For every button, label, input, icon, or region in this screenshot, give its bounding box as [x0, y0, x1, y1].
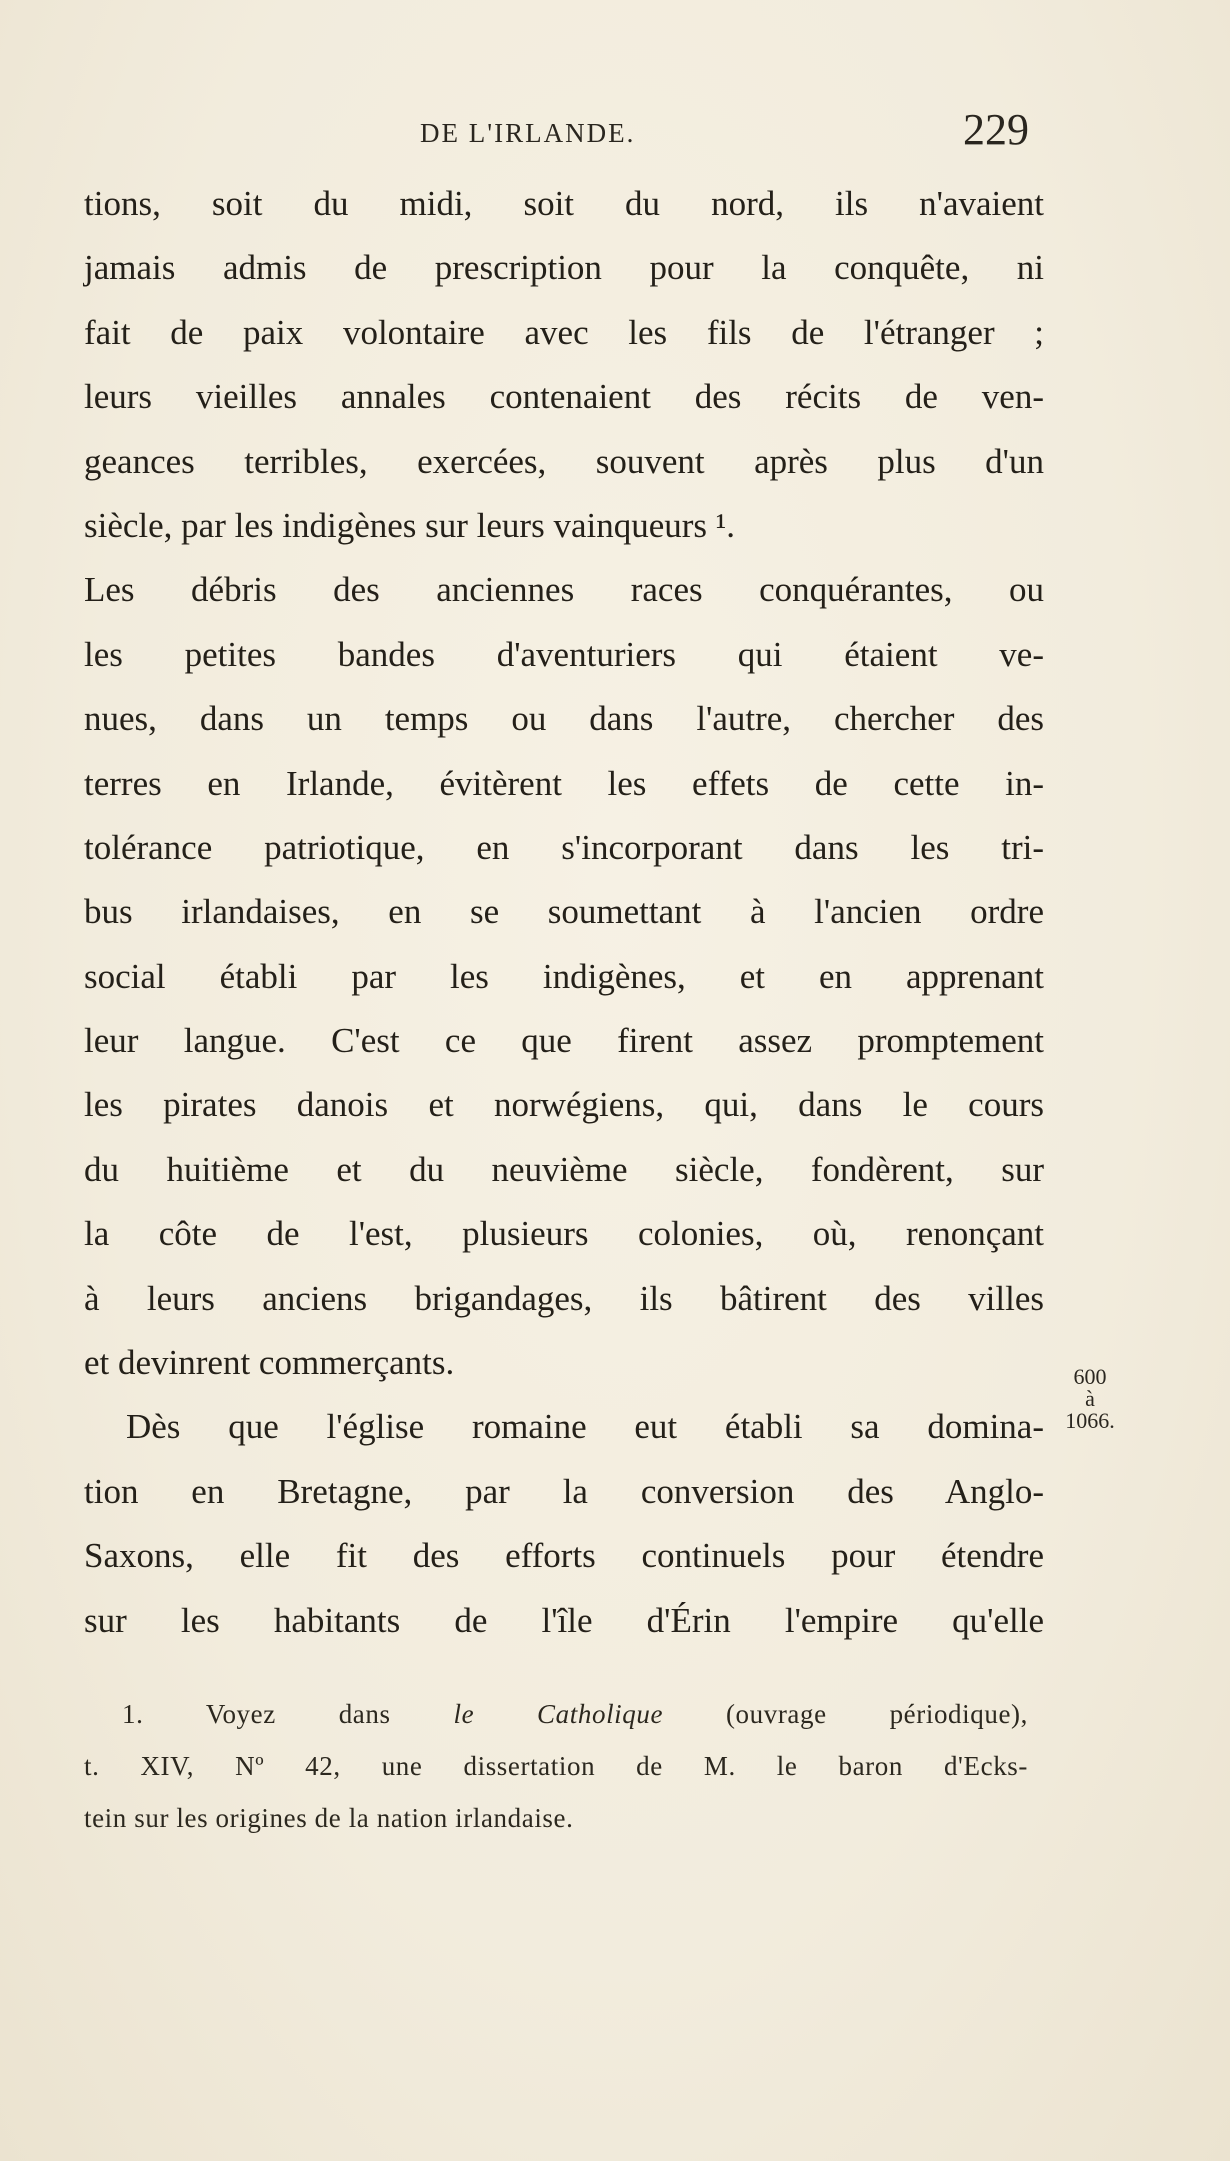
text-line: tolérance patriotique, en s'incorporant dans les tri- — [84, 827, 1044, 867]
text-line: fait de paix volontaire avec les fils de l'étranger ; — [84, 312, 1044, 352]
footnote-number: 1. — [122, 1699, 144, 1729]
footnote — [84, 1688, 1028, 1844]
text-line: sur les habitants de l'île d'Érin l'empire qu'elle — [84, 1600, 1044, 1640]
text-line: la côte de l'est, plusieurs colonies, où, renonçant — [84, 1214, 1044, 1254]
text-line: geances terribles, exercées, souvent après plus d'un — [84, 441, 1044, 481]
footnote-line: t. XIV, Nº 42, une dissertation de M. le baron d'Ecks- — [84, 1751, 1028, 1781]
footnote-work-title: le Catholique — [453, 1699, 664, 1729]
margin-date-start: 600 — [1073, 1364, 1107, 1389]
text-line: les pirates danois et norwégiens, qui, dans le cours — [84, 1085, 1044, 1125]
page-number: 229 — [963, 105, 1029, 154]
text-line: les petites bandes d'aventuriers qui étaient ve- — [84, 634, 1044, 674]
text-line: leurs vieilles annales contenaient des récits de ven- — [84, 377, 1044, 417]
text-line: du huitième et du neuvième siècle, fondèrent, sur — [84, 1149, 1044, 1189]
paragraph-start-line: Dès que l'église romaine eut établi sa domina- — [126, 1407, 1044, 1447]
margin-date-note — [1050, 1364, 1130, 1434]
footnote-text: (ouvrage périodique), — [725, 1699, 1028, 1729]
text-line: terres en Irlande, évitèrent les effets de cette in- — [84, 763, 1044, 803]
text-line: leur langue. C'est ce que firent assez promptement — [84, 1021, 1044, 1061]
margin-date-end: 1066. — [1065, 1408, 1115, 1433]
footnote-line — [108, 1688, 1028, 1740]
text-line: tions, soit du midi, soit du nord, ils n'avaient — [84, 184, 1044, 223]
footnote-line: tein sur les origines de la nation irlandaise. — [84, 1803, 574, 1833]
text-line: tion en Bretagne, par la conversion des Anglo- — [84, 1471, 1044, 1511]
body-text — [84, 172, 1044, 1653]
text-line: et devinrent commerçants. — [84, 1343, 455, 1383]
running-title: DE L'IRLANDE. — [420, 118, 636, 148]
text-line: siècle, par les indigènes sur leurs vainqueurs ¹. — [84, 505, 736, 545]
margin-date-separator: à — [1085, 1386, 1095, 1411]
text-line: social établi par les indigènes, et en apprenant — [84, 956, 1044, 996]
text-line: Saxons, elle fit des efforts continuels pour étendre — [84, 1536, 1044, 1576]
text-line: à leurs anciens brigandages, ils bâtirent des villes — [84, 1278, 1044, 1318]
text-line: nues, dans un temps ou dans l'autre, chercher des — [84, 699, 1044, 739]
text-line: bus irlandaises, en se soumettant à l'ancien ordre — [84, 892, 1044, 932]
text-line: jamais admis de prescription pour la conquête, ni — [84, 248, 1044, 288]
footnote-text: Voyez dans — [205, 1699, 391, 1729]
text-line: Les débris des anciennes races conquérantes, ou — [84, 570, 1044, 610]
